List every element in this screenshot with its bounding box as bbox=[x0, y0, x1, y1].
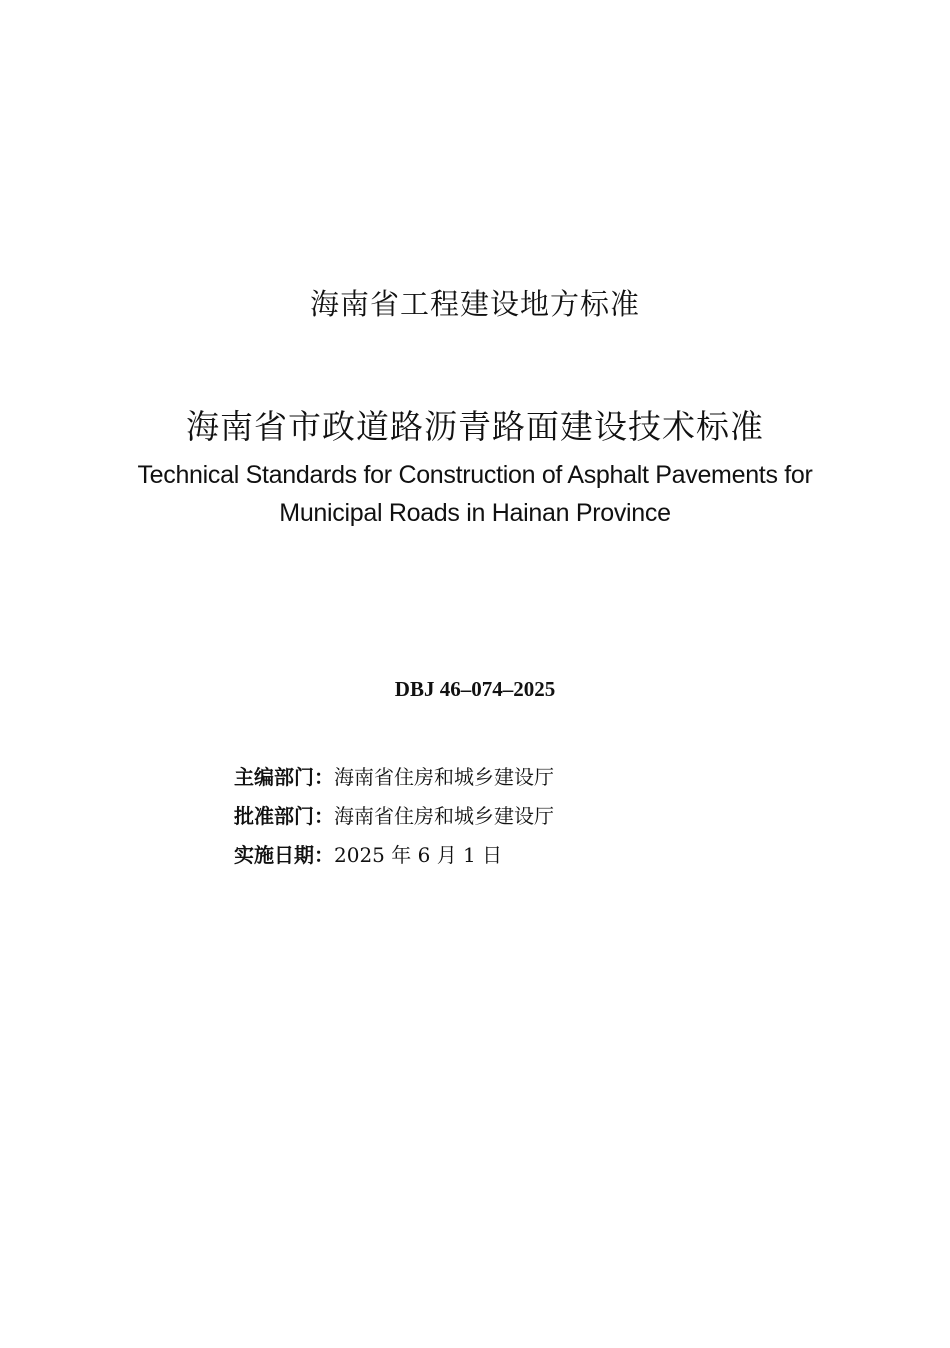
document-title-english bbox=[0, 456, 950, 532]
meta-label: 实施日期： bbox=[234, 843, 334, 867]
meta-row-approving-dept bbox=[234, 799, 734, 838]
meta-row-effective-date bbox=[234, 838, 734, 877]
standard-code: DBJ 46–074–2025 bbox=[394, 677, 556, 701]
meta-row-chief-editor bbox=[234, 760, 734, 799]
document-meta bbox=[234, 760, 734, 877]
meta-value: 2025 年 6 月 1 日 bbox=[334, 843, 503, 867]
meta-value: 海南省住房和城乡建设厅 bbox=[334, 804, 554, 828]
meta-label: 主编部门： bbox=[234, 765, 334, 789]
document-title-chinese: 海南省市政道路沥青路面建设技术标准 bbox=[186, 407, 764, 446]
english-title-line-1: Technical Standards for Construction of Asphalt Pavements for bbox=[137, 461, 813, 489]
english-title-line-2: Municipal Roads in Hainan Province bbox=[279, 499, 671, 527]
series-title: 海南省工程建设地方标准 bbox=[309, 287, 640, 321]
meta-value: 海南省住房和城乡建设厅 bbox=[334, 765, 554, 789]
meta-label: 批准部门： bbox=[234, 804, 334, 828]
